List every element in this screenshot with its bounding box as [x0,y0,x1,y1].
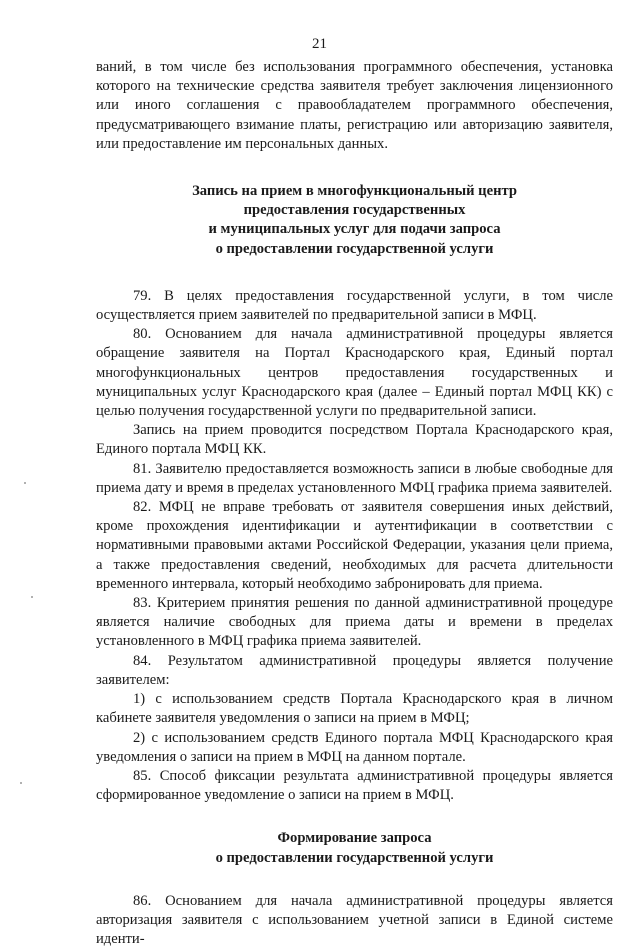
scan-speck [20,782,22,784]
section-heading-line: предоставления государственных [243,202,466,219]
paragraph: 86. Основанием для начала административной процедуры является авторизация заявителя с использованием учетной записи в Единой системе иденти- [96,892,613,948]
paragraph: 83. Критерием принятия решения по данной административной процедуре является наличие свободных для приема даты и времени в пределах установленного в МФЦ графика приема заявителей. [96,595,613,650]
paragraph: 84. Результатом административной процедуры является получение заявителем: [96,652,613,688]
paragraph: 80. Основанием для начала административной процедуры является обращение заявителя на Портал Краснодарского края, Единый портал многофункциональных центров предоставления государственных и муниципальных услуг Краснодарского края (далее – Единый портал МФЦ КК) с целью получения государственной услуги по предварительной записи. [96,326,613,420]
paragraph: ваний, в том числе без использования программного обеспечения, установка которого на технические средства заявителя требует заключения лицензионного или иного соглашения с правообладателем программного обеспечения, предусматривающего взимание платы, регистрацию или авторизацию заявителя, или предоставление им персональных данных. [96,59,613,152]
section-heading-line: Запись на прием в многофункциональный центр [192,183,517,200]
section-spacer [96,154,613,182]
section-heading [96,829,613,867]
section-spacer [96,805,613,829]
section-heading-line: о предоставлении государственной услуги [215,240,494,257]
section-heading-line: о предоставлении государственной услуги [215,849,494,866]
paragraph: 1) с использованием средств Портала Краснодарского края в личном кабинете заявителя уведомления о записи на прием в МФЦ; [96,691,613,727]
paragraph: 81. Заявителю предоставляется возможность записи в любые свободные для приема дату и время в пределах установленного МФЦ графика приема заявителей. [96,460,613,496]
section-spacer [96,259,613,287]
section-spacer [96,868,613,892]
document-body [96,58,613,949]
page-number: 21 [312,36,327,52]
paragraph: 85. Способ фиксации результата административной процедуры является сформированное уведомление о записи на прием в МФЦ. [96,767,613,804]
section-heading-line: Формирование запроса [277,830,432,847]
paragraph: 82. МФЦ не вправе требовать от заявителя совершения иных действий, кроме прохождения идентификации и аутентификации в соответствии с нормативными правовыми актами Российской Федерации, указания цели приема, а также предоставления сведений, необходимых для расчета длительности временного интервала, который необходимо забронировать для приема. [96,499,613,592]
scan-speck [31,596,33,598]
paragraph: 2) с использованием средств Единого портала МФЦ Краснодарского края уведомления о записи на прием в МФЦ на данном портале. [96,729,613,765]
section-heading-line: и муниципальных услуг для подачи запроса [208,221,501,238]
paragraph: 79. В целях предоставления государственной услуги, в том числе осуществляется прием заявителей по предварительной записи в МФЦ. [96,287,613,324]
section-heading [96,182,613,259]
scan-speck [24,482,26,484]
paragraph: Запись на прием проводится посредством Портала Краснодарского края, Единого портала МФЦ КК. [96,422,613,458]
